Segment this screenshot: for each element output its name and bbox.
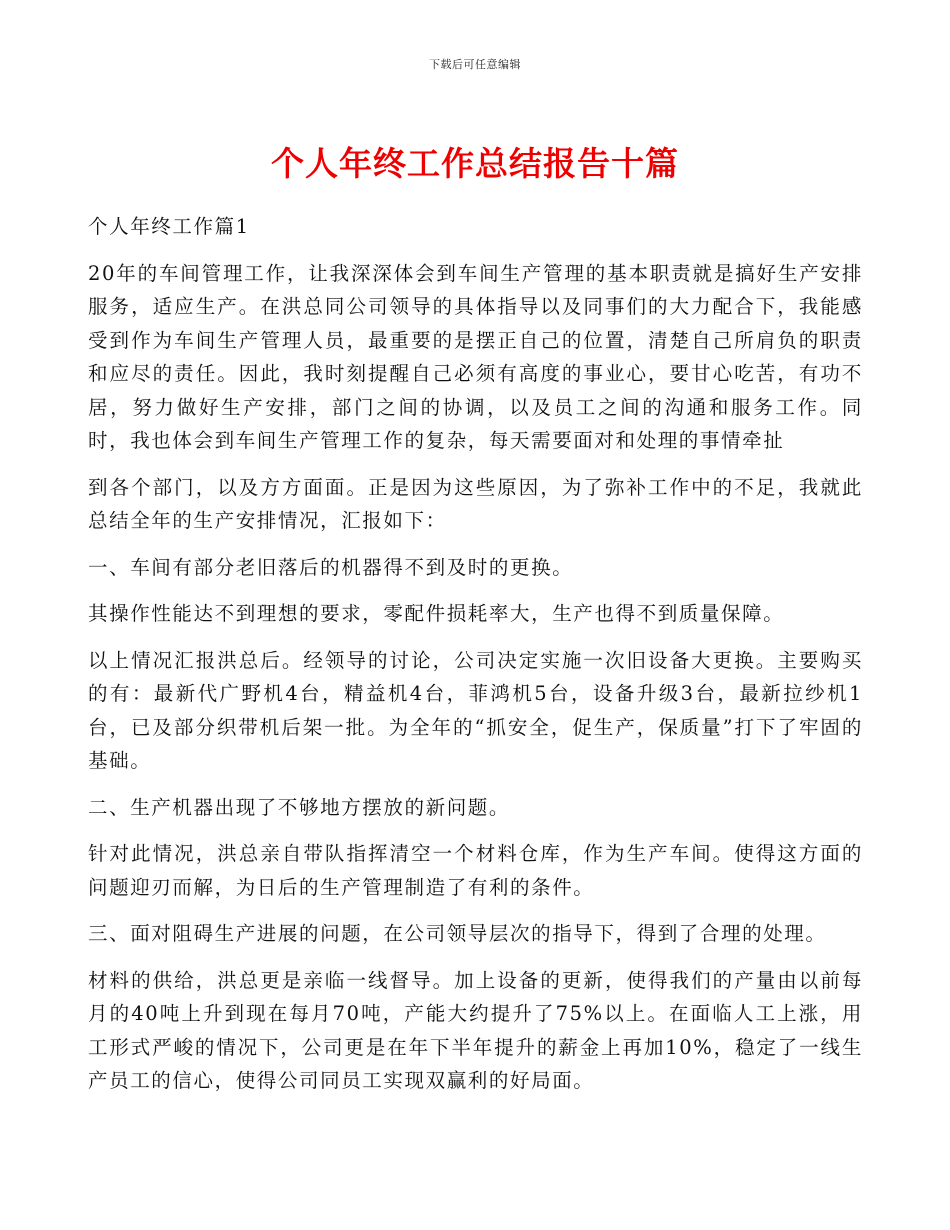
- header-note: 下载后可任意编辑: [429, 58, 521, 71]
- body-paragraph: 到各个部门，以及方方面面。正是因为这些原因，为了弥补工作中的不足，我就此总结全年的生产安排情况，汇报如下：: [88, 475, 863, 532]
- body-paragraph: 以上情况汇报洪总后。经领导的讨论，公司决定实施一次旧设备大更换。主要购买的有：最新代广野机4台，精益机4台，菲鸿机5台，设备升级3台，最新拉纱机1台，已及部分织带机后架一批。为全年的“抓安全，促生产，保质量”打下了牢固的基础。: [88, 648, 863, 772]
- section-heading: 个人年终工作篇1: [88, 215, 250, 238]
- body-paragraph: 材料的供给，洪总更是亲临一线督导。加上设备的更新，使得我们的产量由以前每月的40吨上升到现在每月70吨，产能大约提升了75%以上。在面临人工上涨，用工形式严峻的情况下，公司更是在年下半年提升的薪金上再加10%，稳定了一线生产员工的信心，使得公司同员工实现双赢利的好局面。: [88, 968, 863, 1092]
- document-body: [88, 210, 863, 1111]
- document-title: 个人年终工作总结报告十篇: [271, 144, 679, 183]
- body-paragraph: 20年的车间管理工作，让我深深体会到车间生产管理的基本职责就是搞好生产安排服务，适应生产。在洪总同公司领导的具体指导以及同事们的大力配合下，我能感受到作为车间生产管理人员，最重要的是摆正自己的位置，清楚自己所肩负的职责和应尽的责任。因此，我时刻提醒自己必须有高度的事业心，要甘心吃苦，有功不居，努力做好生产安排，部门之间的协调，以及员工之间的沟通和服务工作。同时，我也体会到车间生产管理工作的复杂，每天需要面对和处理的事情牵扯: [88, 261, 863, 452]
- list-heading: 二、生产机器出现了不够地方摆放的新问题。: [88, 795, 511, 819]
- list-heading: 一、车间有部分老旧落后的机器得不到及时的更换。: [88, 555, 574, 579]
- list-heading: 三、面对阻碍生产进展的问题，在公司领导层次的指导下，得到了合理的处理。: [88, 922, 827, 945]
- body-paragraph: 针对此情况，洪总亲自带队指挥清空一个材料仓库，作为生产车间。使得这方面的问题迎刃而解，为日后的生产管理制造了有利的条件。: [88, 842, 863, 899]
- body-paragraph: 其操作性能达不到理想的要求，零配件损耗率大，生产也得不到质量保障。: [88, 602, 785, 625]
